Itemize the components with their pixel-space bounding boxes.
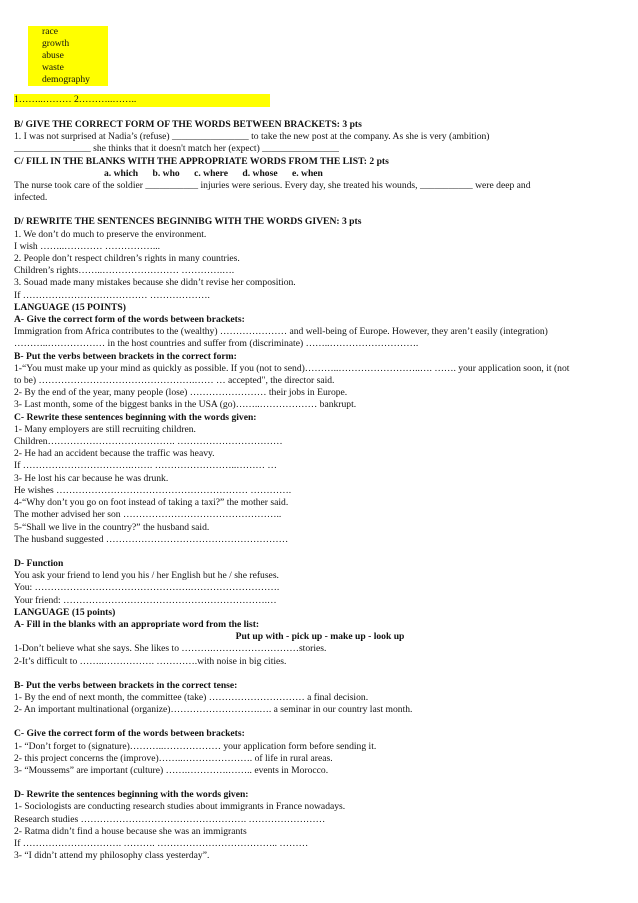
lang1-b-line: to be) ………………………………………….…… … accepted", the director said. — [14, 375, 335, 387]
section-d-line: 1. We don’t do much to preserve the environment. — [14, 228, 207, 240]
lang1-c-line: 3- He lost his car because he was drunk. — [14, 472, 169, 484]
section-b-title: B/ GIVE THE CORRECT FORM OF THE WORDS BETWEEN BRACKETS: 3 pts — [14, 119, 362, 130]
word-list-box — [28, 26, 108, 86]
answer-line: 1……..……… 2………..…….. — [14, 94, 270, 107]
lang1-a-title: A- Give the correct form of the words between brackets: — [14, 314, 245, 326]
lang1-c-line: 4-“Why don’t you go on foot instead of taking a taxi?” the mother said. — [14, 497, 289, 509]
lang2-a-options: Put up with - pick up - make up - look up — [235, 631, 405, 643]
lang1-c-line: Children…………………………………. …………………………… — [14, 436, 283, 448]
lang1-c-line: If …………………………….……. ……………………..……… … — [14, 460, 278, 472]
lang2-a-title: A- Fill in the blanks with an appropriate word from the list: — [14, 618, 260, 630]
section-d-line: Children’s rights……..…………………… ………….…. — [14, 265, 235, 277]
section-c-line: infected. — [14, 192, 48, 204]
section-c-title: C/ FILL IN THE BLANKS WITH THE APPROPRIATE WORDS FROM THE LIST: 2 pts — [14, 155, 389, 167]
lang2-d-line: 1- Sociologists are conducting research studies about immigrants in France nowadays. — [14, 801, 346, 813]
section-c-line: The nurse took care of the soldier ___________ injuries were serious. Every day, she treated his wounds, ___________ were deep and — [14, 180, 531, 192]
function-title: D- Function — [14, 557, 64, 569]
word-list-item: race — [42, 26, 58, 37]
section-b-line: 1. I was not surprised at Nadia’s (refuse) ________________ to take the new post at the company. As she is very (ambition) — [14, 131, 490, 143]
lang2-b-line: 2- An important multinational (organize)……………………….…. a seminar in our country last month. — [14, 704, 413, 716]
section-c-options: a. which b. who c. where d. whose e. when — [104, 167, 323, 179]
lang2-b-title: B- Put the verbs between brackets in the correct tense: — [14, 679, 238, 691]
function-line: Your friend: ……………………………………………………….… — [14, 594, 277, 606]
lang2-d-line: If …………………………. ………. ……………………………….. ……… — [14, 837, 309, 849]
language-title: LANGUAGE (15 POINTS) — [14, 301, 126, 313]
section-d-line: 3. Souad made many mistakes because she didn’t revise her composition. — [14, 277, 296, 289]
function-line: You ask your friend to lend you his / her English but he / she refuses. — [14, 570, 279, 582]
function-line: You: ………………………………………….………………………. — [14, 582, 280, 594]
lang2-a-line: 1-Don’t believe what she says. She likes to ……….………………………stories. — [14, 643, 327, 655]
section-d-line: If ………………………………… ………………. — [14, 289, 210, 301]
word-list-item: demography — [42, 74, 90, 85]
lang2-c-title: C- Give the correct form of the words between brackets: — [14, 728, 245, 740]
lang2-d-line: 3- “I didn’t attend my philosophy class yesterday”. — [14, 850, 210, 862]
lang2-a-line: 2-It’s difficult to ……..……………. ………….with noise in big cities. — [14, 655, 287, 667]
lang1-c-line: 1- Many employers are still recruiting children. — [14, 423, 196, 435]
lang1-c-line: 5-“Shall we live in the country?” the husband said. — [14, 521, 210, 533]
word-list-item: abuse — [42, 50, 64, 61]
lang2-c-line: 3- “Moussems” are important (culture) …….………….…….. events in Morocco. — [14, 764, 329, 776]
lang1-b-line: 3- Last month, some of the biggest banks in the USA (go)……..……………… bankrupt. — [14, 399, 357, 411]
section-b-line: ________________ she thinks that it doesn't match her (expect) ________________ — [14, 143, 339, 155]
lang1-b-line: 2- By the end of the year, many people (lose) …………………… their jobs in Europe. — [14, 387, 348, 399]
lang2-d-title: D- Rewrite the sentences beginning with the words given: — [14, 789, 249, 801]
lang1-c-line: The mother advised her son ………………………………………….. — [14, 509, 282, 521]
lang1-c-line: The husband suggested ………………………………………………… — [14, 533, 289, 545]
lang2-d-line: 2- Ratma didn’t find a house because she was an immigrants — [14, 825, 247, 837]
lang1-c-line: 2- He had an accident because the traffic was heavy. — [14, 448, 215, 460]
lang1-b-title: B- Put the verbs between brackets in the correct form: — [14, 350, 237, 362]
section-d-title: D/ REWRITE THE SENTENCES BEGINNIBG WITH THE WORDS GIVEN: 3 pts — [14, 216, 362, 228]
lang1-c-line: He wishes …………………………………………………… …………. — [14, 484, 292, 496]
section-d-line: 2. People don’t respect children’s rights in many countries. — [14, 253, 240, 265]
lang1-c-title: C- Rewrite these sentences beginning with the words given: — [14, 411, 257, 423]
lang1-a-line: Immigration from Africa contributes to the (wealthy) ………………… and well-being of Europe. However, they aren’t easily (integration) — [14, 326, 548, 338]
lang2-b-line: 1- By the end of next month, the committee (take) ………………………… a final decision. — [14, 691, 369, 703]
worksheet-page — [14, 26, 626, 862]
lang2-c-line: 2- this project concerns the (improve)……..…………………. of life in rural areas. — [14, 752, 333, 764]
word-list-item: growth — [42, 38, 70, 49]
lang2-d-line: Research studies ……………………………………………. …………………… — [14, 813, 326, 825]
lang1-a-line: ………..……………… in the host countries and suffer from (discriminate) ……..………………………. — [14, 338, 419, 350]
lang2-c-line: 1- “Don’t forget to (signature)………..……………… your application form before sending it. — [14, 740, 377, 752]
lang1-b-line: 1-“You must make up your mind as quickly as possible. If you (not to send)………..……………………..…. ……. your application soon, it (not — [14, 362, 570, 374]
section-d-line: I wish ……..………… ……………... — [14, 240, 161, 252]
word-list-item: waste — [42, 62, 64, 73]
language-title-2: LANGUAGE (15 points) — [14, 606, 116, 618]
